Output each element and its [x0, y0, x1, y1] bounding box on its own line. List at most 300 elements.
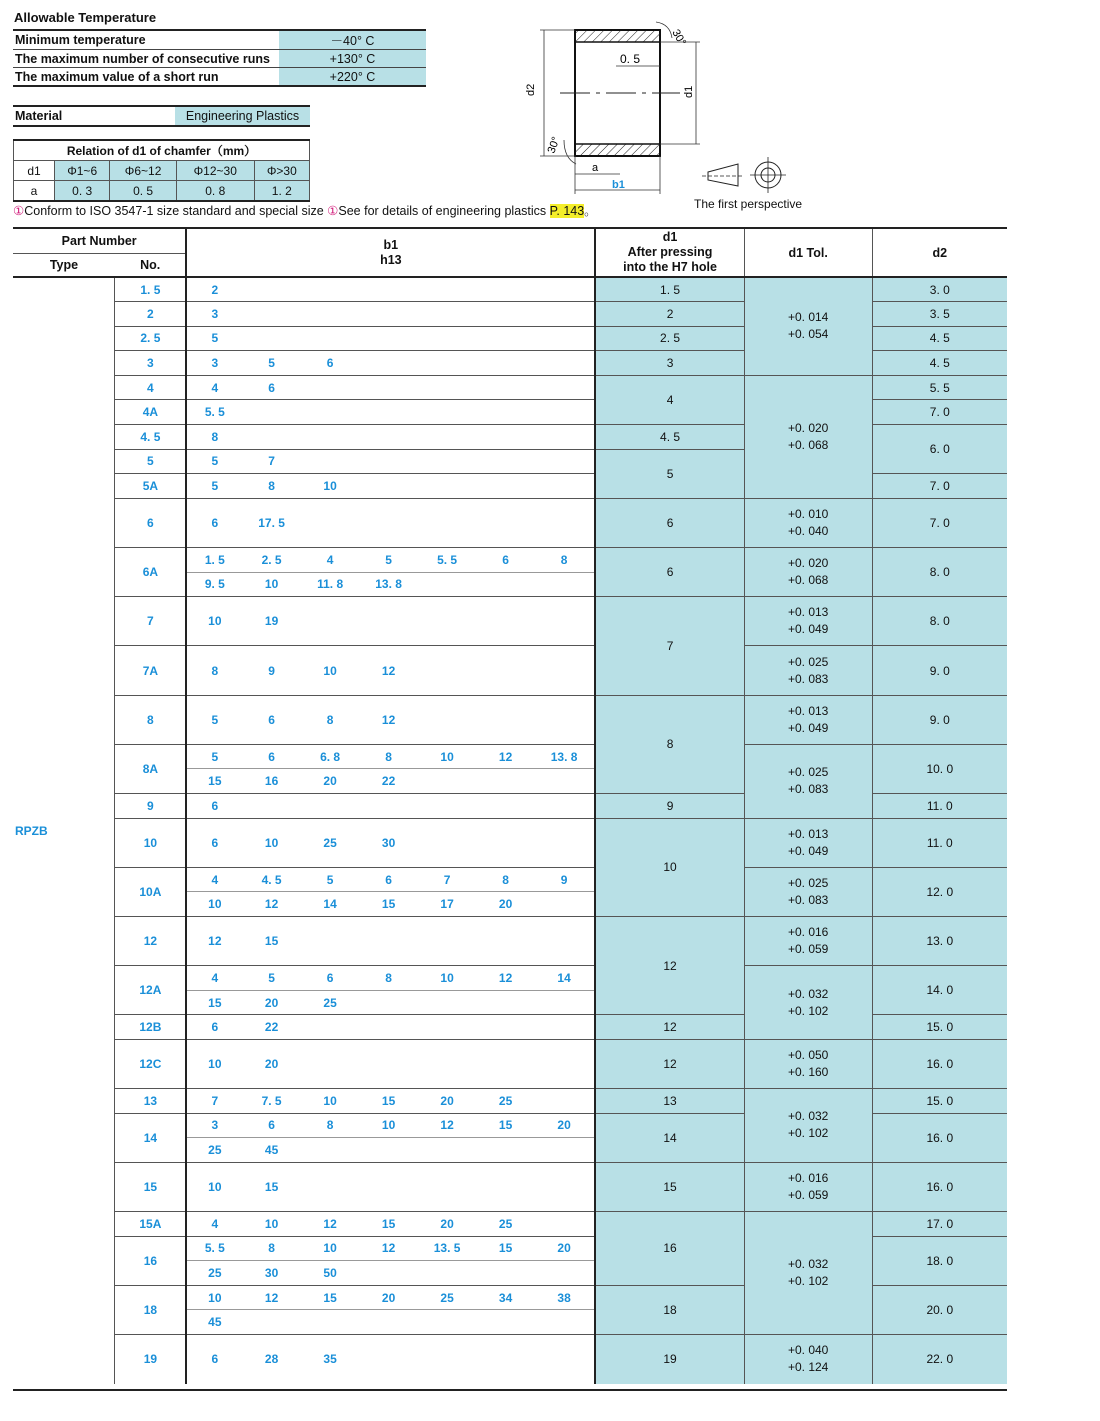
- b1-value: 20: [557, 1118, 571, 1133]
- part-no-cell[interactable]: 3: [115, 351, 186, 376]
- b1-values-cell: [186, 867, 595, 892]
- b1-value: 25: [498, 1216, 513, 1231]
- chamfer-head-cell: Φ12~30: [176, 161, 254, 181]
- d1-cell: 4: [595, 375, 744, 424]
- part-no-cell[interactable]: 15A: [115, 1212, 186, 1237]
- tolerance-cell: [744, 1335, 872, 1384]
- d1-label: d1: [683, 85, 695, 98]
- b1-values-cell: [186, 916, 595, 965]
- b1-values-cell: [186, 1015, 595, 1040]
- table-row: [13, 744, 1007, 769]
- b1-values-cell: [186, 793, 595, 818]
- b1-value: 8: [268, 479, 275, 494]
- note-mark-icon: ①: [327, 204, 339, 218]
- chamfer-head-cell: d1: [14, 161, 55, 181]
- b1-value: 25: [323, 995, 337, 1010]
- b1-values-cell: [186, 1212, 595, 1237]
- b1-value: 12: [381, 712, 396, 727]
- b1-value: 20: [264, 995, 279, 1010]
- chamfer-table: [13, 139, 310, 202]
- d1-cell: 4. 5: [595, 425, 744, 450]
- b1-value: 2: [211, 282, 219, 297]
- d1-cell: 18: [595, 1285, 744, 1334]
- b1-value: 15: [264, 934, 279, 949]
- b1-value: 8: [560, 552, 568, 567]
- b1-value: 3: [211, 1118, 219, 1133]
- d1-cell: 2: [595, 302, 744, 327]
- b1-value: 5. 5: [204, 405, 225, 420]
- b1-value: 3: [211, 356, 219, 371]
- part-no-cell[interactable]: 10A: [115, 867, 186, 916]
- b1-values-cell: [186, 498, 595, 547]
- b1-value: 5: [211, 331, 219, 346]
- chamfer-head-cell: Φ1~6: [55, 161, 110, 181]
- b1-value: 4: [326, 552, 334, 567]
- table-row: [13, 1089, 1007, 1114]
- material-table: [13, 105, 310, 127]
- b1-value: 11. 8: [317, 577, 344, 592]
- b1-values-cell: [186, 1285, 595, 1310]
- note-text-iso: Conform to ISO 3547-1 size standard and special size: [24, 204, 324, 218]
- d1-cell: 1. 5: [595, 277, 744, 302]
- b1-value: 15: [264, 1179, 279, 1194]
- temperature-label: Minimum temperature: [13, 30, 279, 50]
- b1-values-cell: [186, 351, 595, 376]
- b1-value: 4: [211, 1216, 219, 1231]
- part-no-cell[interactable]: 5: [115, 449, 186, 474]
- b1-value: 10: [264, 577, 279, 592]
- temperature-row: [13, 30, 426, 50]
- tolerance-lower: +0. 102: [787, 1003, 829, 1018]
- b1-label: b1: [612, 179, 625, 191]
- tolerance-lower: +0. 049: [787, 843, 829, 858]
- part-no-cell[interactable]: 8: [115, 695, 186, 744]
- d2-cell: 13. 0: [872, 916, 1007, 965]
- part-no-cell[interactable]: 6A: [115, 548, 186, 597]
- b1-value: 8: [211, 429, 219, 444]
- d2-cell: 7. 0: [872, 474, 1007, 499]
- d2-cell: 6. 0: [872, 425, 1007, 474]
- temperature-title: Allowable Temperature: [14, 10, 157, 25]
- part-no-cell[interactable]: 4. 5: [115, 425, 186, 450]
- part-no-cell[interactable]: 5A: [115, 474, 186, 499]
- tolerance-cell: [744, 695, 872, 744]
- tolerance-upper: +0. 050: [787, 1048, 829, 1062]
- b1-value: 13. 8: [375, 577, 402, 592]
- part-no-cell[interactable]: 7: [115, 597, 186, 646]
- part-no-cell[interactable]: 12C: [115, 1039, 186, 1088]
- b1-value: 7. 5: [261, 1093, 282, 1108]
- b1-values-cell: [186, 892, 595, 917]
- b1-value: 10: [264, 1216, 279, 1231]
- b1-values-cell: [186, 646, 595, 695]
- part-no-cell[interactable]: 12: [115, 916, 186, 965]
- b1-value: 45: [264, 1143, 279, 1158]
- table-bottom-rule: [13, 1389, 1007, 1391]
- part-no-cell[interactable]: 13: [115, 1089, 186, 1114]
- b1-value: 15: [208, 774, 222, 789]
- d2-cell: 11. 0: [872, 793, 1007, 818]
- b1-value: 5: [211, 454, 219, 469]
- b1-values-cell: [186, 375, 595, 400]
- material-label: Material: [13, 106, 175, 126]
- b1-value: 5: [211, 479, 219, 494]
- hatch-bottom: [575, 144, 660, 156]
- b1-value: 8: [385, 970, 392, 985]
- b1-value: 6: [211, 1352, 219, 1367]
- b1-value: 8: [268, 1241, 275, 1256]
- b1-values-cell: [186, 548, 595, 573]
- part-no-cell[interactable]: 6: [115, 498, 186, 547]
- b1-value: 25: [208, 1143, 222, 1158]
- b1-value: 10: [323, 479, 337, 494]
- temperature-value: +130° C: [279, 50, 426, 68]
- part-table: [13, 227, 1007, 1384]
- b1-values-cell: [186, 474, 595, 499]
- part-no-cell[interactable]: 12B: [115, 1015, 186, 1040]
- b1-value: 6: [268, 1118, 275, 1133]
- b1-value: 5: [268, 356, 275, 371]
- d1-cell: 6: [595, 498, 744, 547]
- b1-header-text: b1: [383, 237, 399, 252]
- d1-cell: 12: [595, 1039, 744, 1088]
- tolerance-cell: [744, 916, 872, 965]
- b1-value: 6: [385, 872, 392, 887]
- table-row: [13, 818, 1007, 867]
- b1-value: 30: [264, 1266, 279, 1281]
- d2-cell: 15. 0: [872, 1015, 1007, 1040]
- table-row: [13, 548, 1007, 573]
- temperature-label: The maximum number of consecutive runs: [13, 50, 279, 68]
- bushing-drawing: [520, 12, 820, 212]
- b1-value: 25: [208, 1266, 222, 1281]
- b1-value: 28: [264, 1352, 279, 1367]
- d2-cell: 8. 0: [872, 548, 1007, 597]
- temperature-value: +220° C: [279, 68, 426, 87]
- temperature-table: [13, 29, 426, 87]
- table-row: [13, 277, 1007, 302]
- b1-value: 6: [211, 515, 219, 530]
- tolerance-upper: +0. 032: [787, 986, 829, 1001]
- table-row: [13, 867, 1007, 892]
- tolerance-lower: +0. 160: [787, 1065, 829, 1079]
- b1-value: 5. 5: [204, 1241, 225, 1256]
- b1-value: 25: [498, 1093, 513, 1108]
- tolerance-upper: +0. 032: [787, 1257, 829, 1272]
- b1-value: 10: [381, 1118, 396, 1133]
- tolerance-cell: [744, 867, 872, 916]
- d1-header: [595, 228, 744, 277]
- b1-values-cell: [186, 1089, 595, 1114]
- part-no-cell[interactable]: 10: [115, 818, 186, 867]
- d1-cell: 14: [595, 1113, 744, 1162]
- tolerance-lower: +0. 068: [787, 437, 829, 452]
- table-row: [13, 597, 1007, 646]
- d2-cell: 4. 5: [872, 351, 1007, 376]
- angle-bottom-label: 30°: [545, 135, 563, 156]
- b1-value: 12: [381, 663, 396, 678]
- d2-cell: 18. 0: [872, 1236, 1007, 1285]
- part-no-cell[interactable]: 4A: [115, 400, 186, 425]
- b1-value: 45: [208, 1315, 222, 1330]
- part-no-cell[interactable]: 1. 5: [140, 282, 161, 297]
- type-header: Type: [13, 253, 115, 277]
- d2-cell: 3. 5: [872, 302, 1007, 327]
- table-row: [13, 916, 1007, 965]
- b1-value: 10: [208, 1057, 222, 1071]
- part-no-cell[interactable]: 19: [115, 1335, 186, 1384]
- tolerance-lower: +0. 083: [787, 671, 829, 686]
- tolerance-cell: [744, 548, 872, 597]
- b1-value: 13. 5: [433, 1241, 461, 1256]
- d2-cell: 4. 5: [872, 326, 1007, 351]
- label-0-5: 0. 5: [620, 52, 641, 66]
- b1-value: 12: [208, 934, 222, 949]
- b1-value: 34: [498, 1290, 513, 1305]
- tolerance-lower: +0. 054: [787, 327, 829, 342]
- b1-value: 12: [381, 1241, 396, 1256]
- tolerance-cell: [744, 1089, 872, 1163]
- tolerance-upper: +0. 032: [787, 1109, 829, 1124]
- b1-value: 19: [264, 614, 279, 629]
- d2-cell: 8. 0: [872, 597, 1007, 646]
- tolerance-lower: +0. 124: [787, 1360, 829, 1375]
- b1-values-cell: [186, 449, 595, 474]
- table-row: [13, 1162, 1007, 1211]
- b1-values-cell: [186, 326, 595, 351]
- tolerance-cell: [744, 966, 872, 1040]
- part-no-cell[interactable]: 14: [115, 1113, 186, 1162]
- b1-value: 10: [208, 1179, 222, 1194]
- b1-value: 6: [502, 552, 509, 567]
- first-perspective-icon: [702, 157, 786, 193]
- part-no-cell[interactable]: 9: [115, 793, 186, 818]
- tolerance-upper: +0. 020: [787, 556, 829, 571]
- d1-cell: 19: [595, 1335, 744, 1384]
- d2-cell: 22. 0: [872, 1335, 1007, 1384]
- temperature-value: －40° C: [279, 30, 426, 50]
- part-no-cell[interactable]: 8A: [115, 744, 186, 793]
- b1-value: 8: [211, 663, 219, 678]
- tolerance-upper: +0. 040: [787, 1343, 829, 1358]
- temperature-row: [13, 50, 426, 68]
- b1-value: 15: [381, 1093, 396, 1108]
- b1-value: 6: [268, 712, 275, 727]
- d1-cell: 2. 5: [595, 326, 744, 351]
- b1-value: 6: [211, 798, 219, 813]
- b1-value: 15: [381, 897, 396, 912]
- b1-value: 10: [323, 663, 337, 678]
- d1-cell: 9: [595, 793, 744, 818]
- b1-value: 22: [264, 1020, 279, 1035]
- b1-value: 17: [440, 897, 454, 912]
- tolerance-lower: +0. 040: [787, 523, 829, 538]
- d1-cell: 13: [595, 1089, 744, 1114]
- d2-cell: 7. 0: [872, 400, 1007, 425]
- tolerance-cell: [744, 1162, 872, 1211]
- b1-value: 10: [264, 835, 279, 850]
- b1-value: 20: [557, 1241, 571, 1256]
- d2-cell: 5. 5: [872, 375, 1007, 400]
- b1-value: 3: [211, 306, 219, 321]
- b1-value: 15: [208, 995, 222, 1010]
- b1-value: 8: [502, 872, 509, 887]
- chamfer-value-cell: a: [14, 181, 55, 202]
- part-no-cell[interactable]: 4: [115, 375, 186, 400]
- d1-cell: 5: [595, 449, 744, 498]
- b1-value: 5. 5: [437, 552, 458, 567]
- material-value: Engineering Plastics: [175, 106, 310, 126]
- b1-values-cell: [186, 1138, 595, 1163]
- part-no-cell[interactable]: 15: [115, 1162, 186, 1211]
- temperature-label: The maximum value of a short run: [13, 68, 279, 87]
- b1-values-cell: [186, 1113, 595, 1138]
- b1-value: 20: [498, 897, 513, 912]
- d1-cell: 8: [595, 695, 744, 793]
- d2-cell: 20. 0: [872, 1285, 1007, 1334]
- d2-cell: 12. 0: [872, 867, 1007, 916]
- tolerance-cell: [744, 818, 872, 867]
- part-no-cell[interactable]: 2: [115, 302, 186, 327]
- b1-value: 6: [268, 380, 275, 395]
- b1-value: 20: [381, 1290, 396, 1305]
- d2-cell: 11. 0: [872, 818, 1007, 867]
- tolerance-upper: +0. 016: [787, 925, 829, 940]
- tolerance-upper: +0. 013: [787, 703, 829, 718]
- b1-value: 10: [440, 749, 454, 764]
- d2-cell: 15. 0: [872, 1089, 1007, 1114]
- b1-value: 12: [498, 970, 513, 985]
- d2-cell: 10. 0: [872, 744, 1007, 793]
- tolerance-upper: +0. 025: [787, 654, 829, 669]
- b1-value: 4: [211, 380, 219, 395]
- b1-value: 12: [264, 1290, 279, 1305]
- tolerance-cell: [744, 744, 872, 818]
- b1-value: 7: [443, 872, 451, 887]
- b1-values-cell: [186, 1236, 595, 1261]
- tolerance-lower: +0. 059: [787, 1187, 829, 1202]
- b1-value: 9. 5: [204, 577, 225, 592]
- d2-cell: 16. 0: [872, 1039, 1007, 1088]
- b1-value: 20: [440, 1093, 454, 1108]
- b1-values-cell: [186, 400, 595, 425]
- tolerance-lower: +0. 083: [787, 782, 829, 797]
- part-no-cell[interactable]: 2. 5: [115, 326, 186, 351]
- a-label: a: [592, 162, 599, 174]
- part-number-header: Part Number: [13, 228, 186, 253]
- b1-value: 7: [268, 454, 275, 469]
- part-no-cell[interactable]: 16: [115, 1236, 186, 1285]
- b1-values-cell: [186, 1335, 595, 1384]
- d1-cell: 7: [595, 597, 744, 695]
- b1-header-sub: h13: [380, 252, 402, 267]
- table-row: [13, 375, 1007, 400]
- b1-value: 25: [323, 835, 337, 850]
- part-no-cell[interactable]: 18: [115, 1285, 186, 1334]
- d1-cell: 3: [595, 351, 744, 376]
- b1-value: 8: [326, 712, 334, 727]
- b1-values-cell: [186, 695, 595, 744]
- b1-value: 30: [381, 835, 396, 850]
- b1-value: 6: [268, 749, 275, 764]
- b1-value: 9: [560, 872, 568, 887]
- b1-header: [186, 228, 595, 277]
- b1-values-cell: [186, 572, 595, 597]
- b1-value: 35: [323, 1352, 337, 1367]
- b1-value: 5: [211, 749, 219, 764]
- b1-value: 12: [264, 897, 279, 912]
- tolerance-upper: +0. 020: [787, 420, 829, 435]
- chamfer-head-cell: Φ6~12: [110, 161, 177, 181]
- b1-value: 5: [268, 970, 275, 985]
- b1-value: 1. 5: [204, 552, 225, 567]
- b1-value: 6: [211, 1020, 219, 1035]
- note-text-plastics: See for details of engineering plastics: [338, 204, 547, 218]
- b1-value: 4. 5: [261, 872, 282, 887]
- tolerance-upper: +0. 014: [787, 310, 829, 325]
- d2-cell: 14. 0: [872, 966, 1007, 1015]
- b1-value: 7: [211, 1093, 219, 1108]
- tolerance-cell: [744, 1212, 872, 1335]
- d1-cell: 15: [595, 1162, 744, 1211]
- chamfer-value-cell: 0. 8: [176, 181, 254, 202]
- b1-value: 9: [268, 663, 275, 678]
- angle-top-label: 30°: [669, 27, 689, 48]
- d1-header-sub1: After pressing: [627, 245, 713, 259]
- tolerance-upper: +0. 010: [787, 506, 829, 521]
- b1-value: 10: [440, 970, 454, 985]
- tolerance-lower: +0. 083: [787, 892, 829, 907]
- part-no-cell[interactable]: 12A: [115, 966, 186, 1015]
- tolerance-upper: +0. 025: [787, 765, 829, 780]
- b1-values-cell: [186, 966, 595, 991]
- b1-value: 15: [498, 1118, 513, 1133]
- b1-value: 8: [385, 749, 392, 764]
- type-cell: RPZB: [13, 277, 115, 1384]
- chamfer-value-cell: 1. 2: [254, 181, 309, 202]
- b1-value: 20: [264, 1057, 279, 1071]
- chamfer-head-cell: Φ>30: [254, 161, 309, 181]
- b1-values-cell: [186, 597, 595, 646]
- b1-value: 10: [323, 1093, 337, 1108]
- tolerance-upper: +0. 013: [787, 826, 829, 841]
- d1-cell: 12: [595, 1015, 744, 1040]
- b1-value: 15: [498, 1241, 513, 1256]
- d2-cell: 16. 0: [872, 1113, 1007, 1162]
- tolerance-cell: [744, 498, 872, 547]
- note-mark-icon: ①: [13, 204, 25, 218]
- d1-cell: 16: [595, 1212, 744, 1286]
- tolerance-cell: [744, 597, 872, 646]
- no-header: No.: [115, 253, 186, 277]
- table-row: [13, 646, 1007, 695]
- tolerance-lower: +0. 102: [787, 1274, 829, 1289]
- page-reference-link[interactable]: P. 143: [549, 204, 585, 218]
- tolerance-lower: +0. 068: [787, 573, 829, 588]
- perspective-caption: The first perspective: [694, 197, 803, 211]
- chamfer-value-cell: 0. 5: [110, 181, 177, 202]
- d2-header: d2: [872, 228, 1007, 277]
- b1-values-cell: [186, 769, 595, 794]
- d1-cell: 6: [595, 548, 744, 597]
- b1-value: 13. 8: [550, 749, 578, 764]
- part-no-cell[interactable]: 7A: [115, 646, 186, 695]
- b1-value: 14: [323, 897, 337, 912]
- tolerance-cell: [744, 1039, 872, 1088]
- table-row: [13, 966, 1007, 991]
- b1-value: 50: [323, 1266, 337, 1281]
- tolerance-upper: +0. 016: [787, 1170, 829, 1185]
